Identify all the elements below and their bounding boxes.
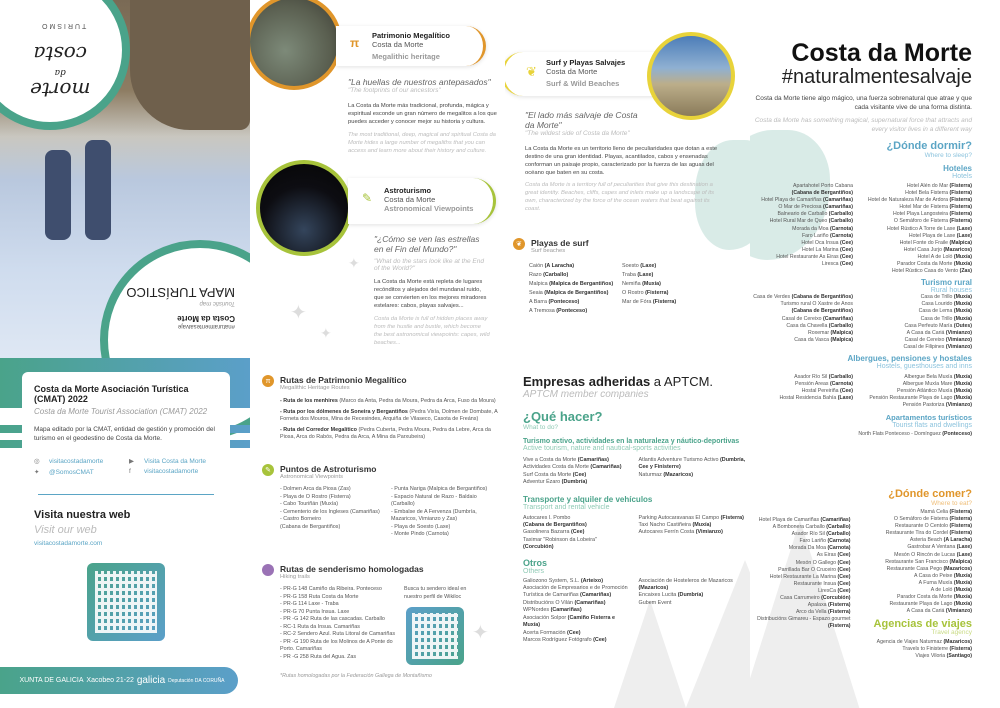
astro-quote: "¿Cómo se ven las estrellas en el Fin del Mundo?" — [374, 234, 480, 254]
headline-intro: Costa da Morte tiene algo mágico, una fuerza sobrenatural que atrae y que cada visitante vive de una forma distinta. — [755, 95, 972, 111]
beach-item: Seaia (Malpica de Bergantiños) — [529, 290, 609, 296]
sleep-title-en: Where to sleep? — [924, 152, 972, 159]
astro-point: - Punta Nariga (Malpica de Bergantiños) — [391, 486, 488, 492]
telescope-icon: ✎ — [262, 464, 274, 476]
restaurant-item: As Eiras (Cee) — [816, 552, 851, 559]
beach-item: Traba (Laxe) — [622, 272, 654, 278]
rural-item: Casa de Trillo (Muxía) — [920, 315, 972, 322]
hotels-list — [750, 183, 972, 275]
social-label: visitacostadamorte — [49, 458, 104, 465]
eat-title-en: Where to eat? — [931, 500, 972, 507]
beach-item: Malpica (Malpica de Bergantiños) — [529, 281, 614, 287]
members-title-en: APTCM member companies — [523, 389, 649, 400]
hostel-item: Hostal Pereiriña (Cee) — [801, 388, 853, 395]
astro-point: - Espacio Natural de Razo - Baldaio (Carballo) — [391, 493, 477, 507]
hotel-item: Hotel La Marina (Cee) — [801, 246, 853, 253]
rural-item: A Casa da Cariá (Vimianzo) — [906, 329, 972, 336]
megalithic-title: Patrimonio Megalítico — [372, 31, 450, 40]
route-item: - Ruta del Corredor Megalítico (Pedra Cuberta, Pedra Moura, Pedra da Lebre, Arca da Piosa, Arca do Rabós, Pedra da Arca, A Mina da Parxubeira) — [280, 426, 491, 440]
rural-item: Casa de Verdes (Cabana de Bergantiños) — [753, 294, 853, 301]
headline-block — [752, 40, 972, 134]
astro-point: - Playa de Soesto (Laxe) — [391, 523, 451, 530]
surfer-photo — [647, 32, 735, 120]
hiking-body — [280, 586, 498, 665]
astro-point: - Embalse de A Fervenza (Dumbría, Mazaricos, Vimianzo y Zas) — [391, 508, 477, 522]
hotel-item: Hotel Fonte do Fraile (Malpica) — [899, 239, 972, 246]
astro-point: - Cementerio de los Ingleses (Camariñas) — [280, 508, 380, 515]
accommodation-panel — [750, 0, 1000, 708]
restaurant-item: Restaurante Tira do Cordel (Fisterra) — [885, 530, 972, 537]
restaurant-item: Hotel Playa de Camariñas (Camariñas) — [758, 517, 851, 523]
transport-title-en: Transport and rental vehicle — [523, 503, 610, 511]
deputacion-logo: Deputación DA CORUÑA — [168, 677, 225, 684]
restaurant-item: Parador Costa da Morte (Muxía) — [897, 594, 972, 601]
hotel-item: Balneario de Carballo (Carballo) — [777, 211, 853, 218]
megalithic-text — [348, 77, 498, 155]
surf-beaches-title-en: Surf beaches — [531, 248, 566, 254]
rural-item: (Cabana de Bergantiños) — [791, 308, 853, 315]
cover-panel — [0, 0, 250, 708]
social-instagram[interactable] — [34, 457, 123, 465]
astro-text — [374, 234, 490, 347]
member-item: Distribucións O Vilán (Camariñas) — [523, 599, 606, 606]
logo-line: costa — [33, 42, 87, 66]
astro-points-header — [262, 464, 498, 480]
megalith-photo — [250, 0, 342, 90]
astro-quote-en: "What do the stars look like at the End of the World?" — [374, 258, 484, 272]
astro-point: (Cabana de Bergantiños) — [280, 523, 341, 530]
astro-points-title: Puntos de Astroturismo — [280, 464, 377, 474]
headline-intro-en: Costa da Morte has something magical, supernatural force that attracts and every visitor lives in a different way — [754, 117, 972, 133]
restaurant-item: Hotel Restaurante La Marina (Cee) — [769, 573, 851, 580]
hotel-item: Hotel Bela Fisterra (Fisterra) — [905, 190, 972, 197]
astro-title: Astroturismo — [384, 186, 432, 195]
member-item: Adventur Ézaro (Dumbría) — [523, 479, 588, 486]
what-to-do-title: ¿Qué hacer? — [523, 409, 603, 424]
cover-brand: Costa da Morte — [177, 314, 235, 323]
member-item: Asociación de Hosteleros de Mazaricos (Mazaricos) — [638, 577, 733, 592]
astro-subtitle: Costa da Morte — [384, 195, 436, 204]
trail-item: - RC-2 Sendero Azul. Ruta Litoral de Camariñas — [280, 631, 396, 637]
member-item: Gasolinera Bazarra (Cee) — [523, 529, 585, 536]
member-item: Marcos Rodríguez Fotógrafo (Cee) — [523, 636, 607, 643]
hostel-item: Albergue Muxía Mare (Muxía) — [902, 381, 972, 388]
leaf-icon: ❦ — [526, 64, 537, 79]
hostel-item: Asador Río Sil (Carballo) — [794, 373, 853, 380]
restaurant-item: Restaurante Casa Pego (Mazaricos) — [886, 565, 972, 572]
member-item: Surf Costa da Morte (Cee) — [523, 471, 587, 478]
person-figure — [45, 150, 71, 240]
megalithic-subtitle: Costa da Morte — [372, 40, 424, 49]
association-card — [22, 372, 230, 664]
astro-point: - Dolmen Arca da Piosa (Zas) — [280, 486, 351, 492]
restaurant-item: A Furna Muxía (Muxía) — [918, 579, 972, 586]
youtube-icon: ▶ — [129, 458, 134, 465]
rural-item: Roxemar (Malpica) — [808, 329, 853, 336]
hotel-item: O Semáforo de Fisterra (Fisterra) — [893, 218, 972, 225]
hostel-item: Pensión Restaurante Playa de Lago (Muxía) — [869, 395, 972, 402]
rural-item: Casal de Cereixo (Vimianzo) — [904, 336, 972, 343]
surf-quote: "El lado más salvaje de Costa da Morte" — [525, 110, 638, 130]
megalithic-quote: "La huellas de nuestros antepasados" — [348, 77, 491, 87]
hotel-item: Parador Costa da Morte (Muxía) — [897, 261, 972, 268]
restaurant-item: (Fisterra) — [828, 623, 851, 630]
beach-item: A Tremosa (Ponteceso) — [529, 308, 588, 314]
routes-header — [262, 375, 498, 391]
hotel-item: (Cabana de Bergantiños) — [791, 190, 853, 197]
restaurant-item: Parrillada Bar O Cruceiro (Cee) — [778, 566, 851, 573]
restaurant-item: Asteria Beach (A Laracha) — [909, 537, 972, 544]
telescope-photo — [256, 160, 352, 256]
restaurant-item: Restaurante Playa de Lago (Muxía) — [889, 601, 972, 608]
megalithic-header — [336, 26, 486, 66]
trail-item: - PR -G 258 Ruta del Agua. Zas — [280, 653, 357, 660]
cover-hashtag: #naturalmentesalvaje — [177, 323, 235, 329]
restaurant-item: Mesón O Gallego (Cee) — [795, 559, 851, 566]
member-item: Asociación Solpor (Camiño Fisterra e Muxía) — [523, 614, 615, 629]
beach-item: Soesto (Laxe) — [622, 263, 657, 269]
logo-line: morte — [30, 78, 91, 102]
member-item: Autocares Ferrín Costa (Vimianzo) — [638, 529, 723, 536]
astro-header — [348, 178, 496, 224]
restaurant-item: A Casa da Cariá (Vimianzo) — [906, 608, 972, 615]
member-item: Atlantis Adventure Turismo Activo (Dumbría, Cee y Finisterre) — [638, 457, 746, 471]
surf-beaches-header — [513, 238, 743, 254]
sleep-title: ¿Dónde dormir? — [886, 140, 972, 152]
surf-beaches-list — [529, 262, 709, 316]
restaurant-item: LiresCa (Cee) — [818, 587, 851, 594]
astro-points-section — [262, 464, 498, 539]
website-qr-code[interactable] — [87, 563, 165, 641]
member-item: Galiozono System, S.L. (Arteixo) — [523, 577, 603, 584]
hotels-title: Hoteles — [943, 164, 972, 173]
trail-item: - RC-1 Ruta da Insua. Camariñas — [280, 623, 360, 630]
restaurant-item: Gastrobar A Ventana (Laxe) — [907, 544, 972, 551]
hotel-item: Apartahotel Porto Cabana — [793, 183, 853, 189]
member-item: WPNordes (Camariñas) — [523, 607, 582, 614]
hotel-item: Hotel Playa Langosteira (Fisterra) — [892, 211, 972, 218]
flats-title-en: Tourist flats and dwellings — [892, 422, 972, 430]
star-icon: ✦ — [348, 255, 360, 271]
astro-point: - Playa de O Rostro (Fisterra) — [280, 493, 351, 500]
travel-item: Agencia de Viajes Naturmaz (Mazaricos) — [876, 638, 972, 645]
hotel-item: Hotel Playa de Camariñas (Camariñas) — [761, 197, 853, 204]
logo-line: da — [54, 67, 66, 77]
restaurant-item: Mesón O Rincón de Lucas (Laxe) — [894, 551, 972, 558]
hotel-item: Morada da Moa (Carnota) — [792, 225, 853, 232]
flats-title: Apartamentos turísticos — [885, 413, 972, 423]
hotel-item: Hotel Mar de Fisterra (Fisterra) — [899, 204, 972, 211]
galicia-logo: galicia — [136, 675, 166, 686]
map-title-block — [125, 285, 235, 329]
trail-item: - PR-G 158 Ruta Costa da Morte — [280, 593, 359, 600]
routes-title: Rutas de Patrimonio Megalítico — [280, 375, 407, 385]
beach-item: A Barra (Ponteceso) — [529, 299, 580, 305]
facebook-icon: f — [129, 468, 131, 475]
social-links — [34, 457, 218, 476]
surf-subtitle: Costa da Morte — [546, 67, 598, 76]
astro-points-list — [280, 486, 498, 539]
hotel-item: Hotel Casa Jurjo (Mazaricos) — [903, 246, 972, 253]
beach-item: Caión (A Laracha) — [529, 263, 575, 269]
member-item: Taxi Nacho Castiñeira (Muxía) — [638, 522, 712, 529]
heritage-panel — [250, 0, 505, 708]
social-twitter[interactable] — [34, 468, 123, 476]
rural-title-en: Rural houses — [930, 287, 972, 295]
logo-tagline: TURISMO — [40, 22, 87, 29]
xacobeo-logo: Xacobeo 21-22 — [86, 677, 134, 684]
main-hashtag: #naturalmentesalvaje — [781, 66, 972, 88]
travel-list — [859, 639, 973, 660]
routes-title-en: Megalithic Heritage Routes — [280, 385, 350, 391]
restaurant-item: Restaurante San Francisco (Malpica) — [885, 558, 972, 565]
surf-members-panel — [505, 0, 750, 708]
member-item: Taximar "Robinson da Lobeira" (Corcubión) — [523, 536, 597, 551]
hiking-list — [280, 586, 398, 665]
social-youtube[interactable] — [129, 457, 218, 465]
restaurant-item: A de Loló (Muxía) — [930, 587, 972, 594]
astro-point: - Cabo Touriñán (Muxía) — [280, 501, 339, 507]
astro-body: La Costa da Morte está repleta de lugares recónditos y alejados del mundanal ruido, que se convierten en los mejores miradores estelares: cabos, playas salvajes... — [374, 279, 487, 309]
travel-title-en: Travel agency — [931, 628, 972, 636]
hotel-item: Liresca (Cee) — [821, 261, 853, 268]
restaurant-item: Apalaxa (Fisterra) — [807, 602, 851, 609]
member-item: Encaixes Lucita (Dumbría) — [638, 592, 704, 599]
association-description: Mapa editado por la CMAT, entidad de gestión y promoción del turismo en el geodestino de Costa da Morte. — [34, 426, 215, 442]
restaurant-item: A Bombonera Carballo (Carballo) — [772, 524, 851, 531]
trail-item: - PR -G 142 Ruta de las cascadas. Carballo — [280, 616, 385, 622]
others-title-en: Others — [523, 567, 545, 575]
hiking-icon — [262, 564, 274, 576]
association-title: Costa da Morte Asociación Turística (CMAT) 2022 — [34, 384, 189, 404]
trail-item: - PR-G 148 Camiño da Ribeira. Ponteceso — [280, 586, 382, 592]
astro-point: - Castro Borneiro — [280, 516, 322, 522]
star-icon: ✦ — [320, 325, 332, 341]
surf-title: Surf y Playas Salvajes — [546, 58, 626, 67]
members-title: Empresas adheridas a APTCM. — [523, 374, 714, 389]
hotel-item: Hotel Playa de Laxe (Laxe) — [908, 232, 972, 239]
wikiloc-block — [404, 586, 484, 665]
members-section — [523, 374, 748, 644]
instagram-icon: ◎ — [34, 458, 40, 465]
hostels-title: Albergues, pensiones y hostales — [847, 353, 972, 363]
trail-item: - PR-G 114 Laxe - Traba — [280, 601, 339, 607]
rock-image — [130, 0, 250, 130]
restaurant-item: Faro Lariño (Carnota) — [799, 538, 851, 545]
hotel-item: Hotel Oca Insua (Cee) — [801, 239, 853, 246]
member-item: Actividades Costa da Morte (Camariñas) — [523, 464, 622, 471]
astro-point: - Monte Pindo (Carnota) — [391, 531, 449, 537]
hotel-item: Hotel Rústico A Torre de Laxe (Laxe) — [887, 225, 972, 232]
megalithic-title-en: Megalithic heritage — [372, 52, 440, 61]
rural-item: Casa da Vasca (Malpica) — [794, 336, 853, 343]
hostel-item: Albergue Bela Muxía (Muxía) — [904, 373, 972, 380]
astro-points-title-en: Astronomical Viewpoints — [280, 474, 344, 480]
hotel-item: Hotel A de Loló (Muxía) — [917, 253, 972, 260]
surf-text — [525, 110, 725, 213]
rural-item: Casa Perfeuto María (Outes) — [904, 322, 972, 329]
eat-section — [750, 488, 972, 660]
hotel-item: Hotel de Naturaleza Mar de Ardora (Fisterra) — [867, 197, 972, 204]
hostel-item: Hostal Residencia Bahía (Laxe) — [779, 395, 853, 402]
surf-quote-en: "The wildest side of Costa da Morte" — [525, 130, 630, 137]
rural-item: Casal de Cereixo (Camariñas) — [781, 315, 853, 322]
rural-list — [750, 294, 972, 351]
dolmen-icon: π — [262, 375, 274, 387]
restaurant-item: A Casa do Peixe (Muxía) — [914, 572, 972, 579]
wikiloc-qr-code[interactable] — [406, 607, 464, 665]
megalithic-quote-en: "The footprints of our ancestors" — [348, 87, 441, 94]
flat-item: North Flats Ponteceso - Domínguez (Ponteceso) — [858, 431, 972, 438]
web-title: Visita nuestra web — [34, 509, 131, 521]
hostels-title-en: Hostels, guesthouses and inns — [876, 362, 972, 370]
eat-list — [750, 509, 972, 660]
megalithic-body-en: The most traditional, deep, magical and spiritual Costa da Morte hides a large number of megaliths that you can access and learn more about their history and culture. — [348, 132, 496, 154]
trail-item: - PR-G 70 Punta Insua. Laxe — [280, 608, 350, 615]
member-item: Vive a Costa da Morte (Camariñas) — [523, 457, 609, 463]
telescope-icon: ✎ — [362, 191, 373, 205]
transport-list — [523, 515, 748, 552]
social-label: visitacostadamorte — [144, 468, 199, 475]
member-item: Asociación de Empresarios e de Promoción Turística de Camariñas (Camariñas) — [523, 585, 628, 599]
logo-wordmark — [30, 42, 91, 102]
member-item: Naturmaz (Mazaricos) — [638, 471, 694, 478]
hotel-item: Hotel Rústico Casa do Vento (Zas) — [891, 268, 972, 275]
member-item: Parking Autocaravanas El Campo (Fisterra) — [638, 514, 744, 521]
hostels-list — [750, 374, 972, 409]
route-item: - Ruta de los menhires (Marco da Anta, Pedra da Moura, Pedra da Arca, Fuso da Moura) — [280, 398, 496, 404]
leaf-icon: ❦ — [513, 238, 525, 250]
hotels-title-en: Hotels — [952, 173, 972, 180]
surf-body: La Costa da Morte es un territorio lleno de peculiaridades que dotan a este destino de una gran identidad. Playas, acantilados, cabos y ensenadas conforman un paisaje propio, caracterizado por la fuerza de las aguas del océano que baten en su costa. — [525, 146, 718, 176]
what-to-do-title-en: What to do? — [523, 424, 559, 431]
trail-item: - PR -G 190 Ruta de los Molinos de A Ponte do Porto. Camariñas — [280, 638, 393, 652]
web-block — [34, 509, 218, 547]
twitter-icon: ✦ — [34, 469, 40, 476]
transport-title: Transporte y alquiler de vehículos — [523, 494, 653, 504]
beach-item: O Rostro (Fisterra) — [622, 290, 669, 296]
web-title-en: Visit our web — [34, 524, 97, 536]
hotel-item: Hotel Rural Mar de Queo (Carballo) — [769, 218, 853, 225]
routes-list — [280, 398, 498, 442]
rural-item: Turismo rural O Xastre de Anos — [780, 301, 853, 308]
route-item: - Ruta por los dólmenes de Soneira y Bergantiños (Pedra Vixía, Dolmen de Dombate, A Forneta dos Mouros, Mina de Recesindes, Arquiña de Vilaseco, Casota de Freáns) — [280, 408, 498, 422]
rural-item: Casal de Filipines (Vimianzo) — [903, 343, 972, 350]
social-label: Visita Costa da Morte — [144, 458, 207, 465]
astro-title-en: Astronomical Viewpoints — [384, 204, 474, 213]
travel-title: Agencias de viajes — [873, 618, 972, 631]
hotel-item: Hotel Restaurante As Eiras (Cee) — [776, 253, 853, 260]
megalithic-body: La Costa da Morte más tradicional, profunda, mágica y espiritual esconde un gran número de megalitos a los que puedes acceder y conocer mejor su historia y cultura. — [348, 103, 497, 125]
others-list — [523, 578, 748, 645]
restaurant-item: Restaurante Insua (Cee) — [793, 580, 851, 587]
surf-title-en: Surf & Wild Beaches — [546, 79, 620, 88]
star-icon: ✦ — [472, 622, 489, 644]
surf-beaches-section — [513, 238, 743, 316]
rural-item: Casa de Lema (Muxía) — [918, 308, 972, 315]
rural-item: Casa Lourido (Muxía) — [921, 301, 972, 308]
restaurant-item: Mamá Celia (Fisterra) — [920, 509, 972, 515]
astro-body-en: Costa da Morte is full of hidden places away from the hustle and bustle, which become the best astronomical viewpoints: capes, wild beaches... — [374, 316, 490, 346]
restaurant-item: O Semáforo de Fisterra (Fisterra) — [893, 516, 972, 523]
star-icon: ✦ — [290, 302, 307, 324]
wikiloc-text: Busca tu sendero ideal en nuestro perfil de Wikiloc — [404, 586, 467, 600]
eat-title: ¿Dónde comer? — [888, 488, 972, 500]
hiking-title: Rutas de senderismo homologadas — [280, 564, 424, 574]
surf-body-en: Costa da Morte is a territory full of peculiarities that give this destination a great identity. Beaches, cliffs, capes and inlets make up a landscape of its own, characterized by the force of the ocean waters that beat against its coast. — [525, 182, 715, 212]
web-url-link[interactable]: visitacostadamorte.com — [34, 540, 103, 547]
hotel-item: O Mar de Preciosa (Camariñas) — [778, 204, 853, 211]
hiking-title-en: Hiking trails — [280, 574, 310, 580]
beach-item: Mar de Fóra (Fisterra) — [622, 299, 677, 305]
beach-item: Nemiña (Muxía) — [622, 281, 661, 287]
map-subtitle: Touristic map — [199, 300, 235, 306]
restaurant-item: Asador Río Sil (Carballo) — [791, 531, 851, 538]
hostel-item: Pensión Pastoriza (Vimianzo) — [902, 402, 972, 409]
social-label: @SomosCMAT — [49, 469, 94, 476]
association-title-en: Costa da Morte Tourist Association (CMAT) 2022 — [34, 407, 208, 416]
map-title: MAPA TURÍSTICO — [126, 285, 235, 300]
sponsor-footer — [0, 667, 238, 694]
travel-item: Travels to Finisterre (Fisterra) — [902, 645, 972, 652]
rural-title: Turismo rural — [921, 278, 972, 288]
restaurant-item: Casa Carrumeiro (Corcubión) — [780, 595, 851, 602]
surf-header — [505, 52, 661, 96]
dolmen-icon: π — [350, 36, 360, 50]
member-item: Acerta Formación (Cee) — [523, 629, 581, 636]
others-title: Otros — [523, 557, 548, 568]
active-tourism-title: Turismo activo, actividades en la naturaleza y náutico-deportivas — [523, 438, 740, 445]
restaurant-item: Morada Da Moa (Carnota) — [788, 545, 851, 552]
rural-item: Casa de Trillo (Muxía) — [920, 294, 972, 301]
hostel-item: Pensión Areas (Carnota) — [795, 381, 853, 388]
active-tourism-title-en: Active tourism, nature and nautical-sports activities — [523, 445, 681, 452]
member-item: Gubem Event — [638, 599, 672, 606]
beach-item: Razo (Carballo) — [529, 272, 569, 278]
xunta-logo: XUNTA DE GALICIA — [19, 677, 84, 684]
hostel-item: Pensión Atlántico Muxía (Muxía) — [897, 388, 972, 395]
hiking-header — [262, 564, 498, 580]
hiking-section — [262, 564, 498, 681]
travel-item: Viajes Viloria (Santiago) — [915, 652, 972, 659]
main-title: Costa da Morte — [791, 39, 972, 67]
restaurant-item: Distribucións Gimareu - Espazo gourmet — [757, 616, 851, 623]
sleep-section — [750, 140, 972, 439]
routes-section — [262, 375, 498, 442]
rural-item: Casa da Chavella (Carballo) — [786, 322, 853, 329]
divider — [38, 494, 214, 495]
member-item: Autocares I. Pombo (Cabana de Bergantiños) — [523, 514, 587, 529]
hotel-item: Faro Lariño (Carnota) — [801, 232, 853, 239]
person-figure — [85, 140, 111, 240]
restaurant-item: Restaurante O Centolo (Fisterra) — [894, 523, 972, 530]
hotel-item: Hotel Alén do Mar (Fisterra) — [906, 183, 972, 189]
social-facebook[interactable] — [129, 468, 218, 476]
hiking-footnote: *Rutas homologadas por la Federación Gallega de Montañismo — [280, 673, 432, 679]
surf-beaches-title: Playas de surf — [531, 238, 589, 248]
active-tourism-list — [523, 457, 748, 487]
restaurant-item: Arco da Vella (Fisterra) — [795, 609, 851, 616]
